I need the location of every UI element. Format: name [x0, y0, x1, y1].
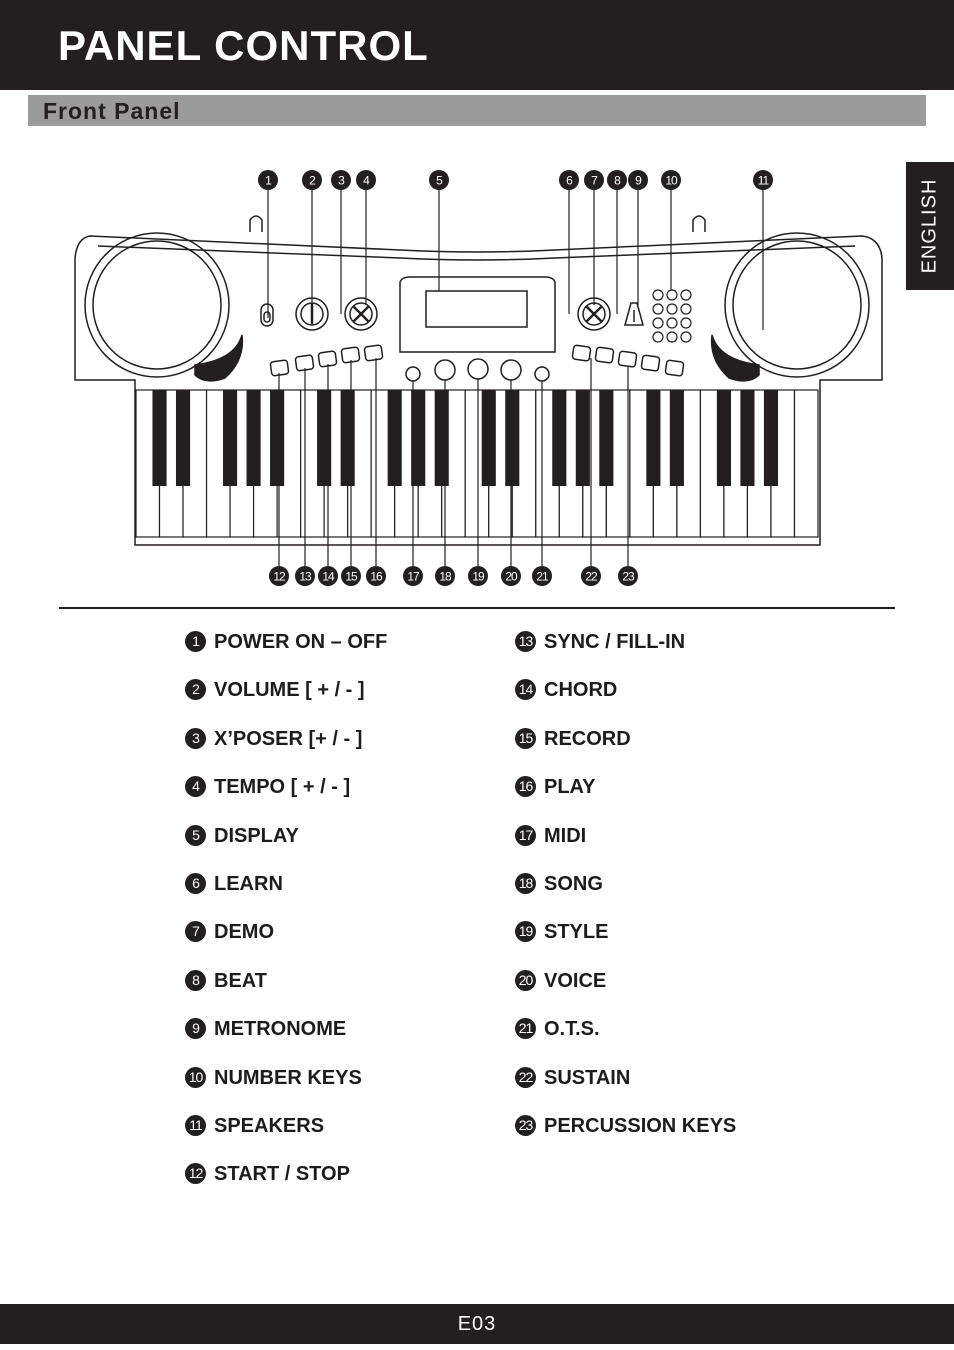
- callouts-bottom: [269, 566, 638, 586]
- black-key: [646, 390, 660, 486]
- black-key: [670, 390, 684, 486]
- svg-text:21: 21: [536, 569, 548, 584]
- callout-1: [258, 170, 278, 190]
- black-key: [317, 390, 331, 486]
- svg-text:18: 18: [439, 569, 451, 584]
- legend-number: 6: [185, 873, 206, 894]
- callout-7: [584, 170, 604, 190]
- legend-number: 4: [185, 776, 206, 797]
- callout-21: [532, 566, 552, 586]
- black-key: [247, 390, 261, 486]
- legend-item: [185, 626, 387, 674]
- black-key: [270, 390, 284, 486]
- legend-label: SUSTAIN: [544, 1066, 631, 1089]
- legend-label: METRONOME: [214, 1018, 347, 1041]
- language-label: ENGLISH: [918, 178, 941, 274]
- svg-text:19: 19: [472, 569, 484, 584]
- legend-number: 10: [185, 1067, 206, 1088]
- legend-number: 2: [185, 679, 206, 700]
- black-key: [599, 390, 613, 486]
- callout-12: [269, 566, 289, 586]
- number-keys: [653, 290, 691, 342]
- legend-number: 8: [185, 970, 206, 991]
- black-key: [717, 390, 731, 486]
- legend-item: [185, 1158, 387, 1206]
- black-key: [388, 390, 402, 486]
- black-key: [764, 390, 778, 486]
- svg-text:17: 17: [407, 569, 419, 584]
- callout-17: [403, 566, 423, 586]
- callout-14: [318, 566, 338, 586]
- black-key: [576, 390, 590, 486]
- svg-text:15: 15: [345, 569, 357, 584]
- callout-9: [628, 170, 648, 190]
- keyboard-diagram: [0, 0, 954, 600]
- legend-item: [185, 771, 387, 819]
- black-key: [435, 390, 449, 486]
- legend-label: DEMO: [214, 921, 274, 944]
- svg-text:8: 8: [614, 173, 620, 188]
- legend-number: 20: [515, 970, 536, 991]
- section-title: Front Panel: [43, 98, 181, 124]
- legend-item: [515, 626, 736, 674]
- callout-8: [607, 170, 627, 190]
- black-key: [740, 390, 754, 486]
- callout-16: [366, 566, 386, 586]
- callout-18: [435, 566, 455, 586]
- legend-right: [515, 626, 736, 1158]
- svg-text:2: 2: [309, 173, 315, 188]
- legend-label: PLAY: [544, 776, 596, 799]
- legend-number: 22: [515, 1067, 536, 1088]
- black-key: [505, 390, 519, 486]
- legend-label: CHORD: [544, 679, 618, 702]
- callout-6: [559, 170, 579, 190]
- legend-number: 16: [515, 776, 536, 797]
- legend-label: TEMPO [ + / - ]: [214, 776, 351, 799]
- svg-text:5: 5: [436, 173, 442, 188]
- legend-item: [515, 916, 736, 964]
- legend-item: [515, 820, 736, 868]
- legend-number: 13: [515, 631, 536, 652]
- legend-number: 1: [185, 631, 206, 652]
- legend-label: X’POSER [+ / - ]: [214, 727, 363, 750]
- legend-number: 15: [515, 728, 536, 749]
- svg-text:22: 22: [585, 569, 597, 584]
- legend-number: 5: [185, 825, 206, 846]
- legend-item: [515, 965, 736, 1013]
- legend-number: 14: [515, 679, 536, 700]
- svg-text:3: 3: [338, 173, 344, 188]
- legend-item: [185, 868, 387, 916]
- legend-label: BEAT: [214, 969, 267, 992]
- svg-text:20: 20: [505, 569, 517, 584]
- legend-item: [185, 1013, 387, 1061]
- callout-5: [429, 170, 449, 190]
- legend-label: VOICE: [544, 969, 607, 992]
- legend-label: START / STOP: [214, 1163, 350, 1186]
- svg-text:9: 9: [635, 173, 641, 188]
- svg-text:11: 11: [757, 173, 769, 188]
- legend-label: NUMBER KEYS: [214, 1066, 362, 1089]
- legend-label: POWER ON – OFF: [214, 631, 388, 653]
- svg-text:14: 14: [322, 569, 334, 584]
- callout-20: [501, 566, 521, 586]
- legend-label: LEARN: [214, 872, 283, 895]
- legend-label: PERCUSSION KEYS: [544, 1114, 737, 1137]
- page-number: E03: [457, 1313, 497, 1335]
- legend-number: 9: [185, 1018, 206, 1039]
- callout-15: [341, 566, 361, 586]
- callout-3: [331, 170, 351, 190]
- legend-number: 11: [185, 1115, 206, 1136]
- legend-item: [515, 1110, 736, 1158]
- legend-label: O.T.S.: [544, 1018, 600, 1041]
- svg-text:10: 10: [665, 173, 677, 188]
- black-key: [552, 390, 566, 486]
- legend-number: 21: [515, 1018, 536, 1039]
- legend-item: [185, 1062, 387, 1110]
- callout-2: [302, 170, 322, 190]
- legend-number: 18: [515, 873, 536, 894]
- legend-item: [515, 868, 736, 916]
- legend-label: RECORD: [544, 727, 631, 750]
- legend-number: 17: [515, 825, 536, 846]
- divider: [59, 607, 895, 609]
- legend-label: MIDI: [544, 824, 587, 847]
- legend-number: 7: [185, 921, 206, 942]
- callout-13: [295, 566, 315, 586]
- svg-text:12: 12: [273, 569, 285, 584]
- legend-item: [185, 723, 387, 771]
- legend-item: [515, 674, 736, 722]
- legend-item: [515, 723, 736, 771]
- legend-number: 23: [515, 1115, 536, 1136]
- svg-text:7: 7: [591, 173, 597, 188]
- footer-bar: [0, 1304, 954, 1344]
- legend-item: [185, 674, 387, 722]
- svg-text:6: 6: [566, 173, 572, 188]
- legend-label: SPEAKERS: [214, 1114, 325, 1137]
- legend-label: STYLE: [544, 921, 609, 944]
- white-key: [794, 390, 818, 537]
- legend-left: [185, 626, 387, 1207]
- legend-item: [185, 1110, 387, 1158]
- callout-22: [581, 566, 601, 586]
- black-key: [176, 390, 190, 486]
- legend-number: 3: [185, 728, 206, 749]
- svg-text:4: 4: [363, 173, 369, 188]
- legend-number: 12: [185, 1163, 206, 1184]
- callout-19: [468, 566, 488, 586]
- legend-label: VOLUME [ + / - ]: [214, 679, 365, 702]
- black-key: [341, 390, 355, 486]
- page-title: PANEL CONTROL: [58, 22, 429, 69]
- svg-text:13: 13: [299, 569, 311, 584]
- legend-item: [515, 1062, 736, 1110]
- legend-number: 19: [515, 921, 536, 942]
- legend-item: [185, 820, 387, 868]
- legend-item: [515, 1013, 736, 1061]
- legend-item: [185, 965, 387, 1013]
- callout-23: [618, 566, 638, 586]
- callout-10: [661, 170, 681, 190]
- legend-label: SYNC / FILL-IN: [544, 631, 686, 653]
- legend-label: DISPLAY: [214, 824, 299, 847]
- function-buttons: [270, 345, 684, 381]
- svg-text:23: 23: [622, 569, 634, 584]
- black-key: [223, 390, 237, 486]
- legend-item: [185, 916, 387, 964]
- black-key: [482, 390, 496, 486]
- piano-keys: [136, 390, 818, 537]
- black-key: [152, 390, 166, 486]
- callouts-top: [258, 170, 773, 190]
- legend-item: [515, 771, 736, 819]
- callout-4: [356, 170, 376, 190]
- legend-label: SONG: [544, 872, 603, 895]
- callout-11: [753, 170, 773, 190]
- svg-text:1: 1: [265, 173, 271, 188]
- svg-text:16: 16: [370, 569, 382, 584]
